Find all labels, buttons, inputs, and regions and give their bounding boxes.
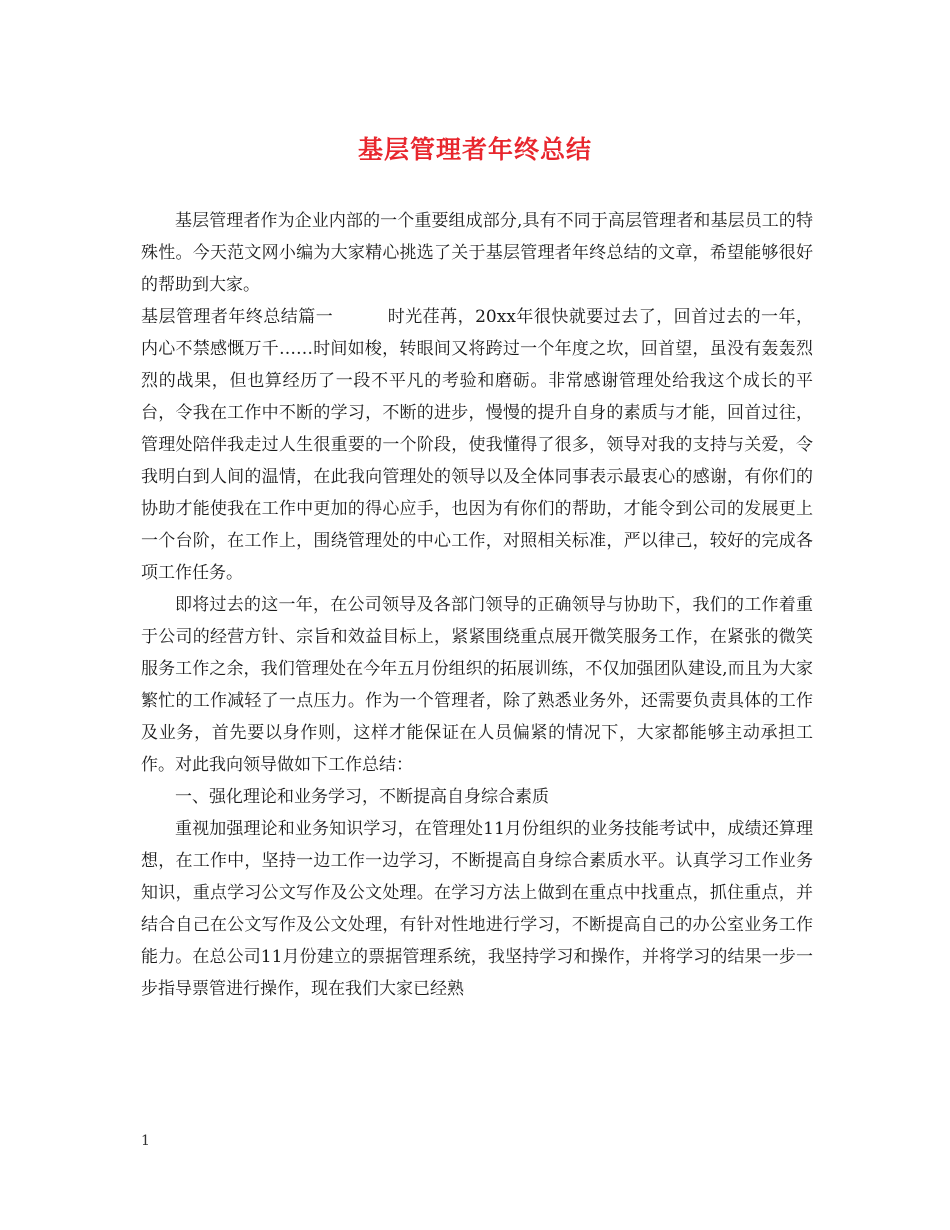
document-body <box>141 205 813 1005</box>
document-title: 基层管理者年终总结 <box>357 135 592 164</box>
section-paragraph <box>141 301 813 589</box>
subheading-1: 一、强化理论和业务学习，不断提高自身综合素质 <box>175 787 549 807</box>
paragraph-2: 即将过去的这一年，在公司领导及各部门领导的正确领导与协助下，我们的工作着重于公司的经营方针、宗旨和效益目标上，紧紧围绕重点展开微笑服务工作，在紧张的微笑服务工作之余，我们管理处在今年五月份组织的拓展训练，不仅加强团队建设,而且为大家繁忙的工作减轻了一点压力。作为一个管理者，除了熟悉业务外，还需要负责具体的工作及业务，首先要以身作则，这样才能保证在人员偏紧的情况下，大家都能够主动承担工作。对此我向领导做如下工作总结： <box>141 595 813 775</box>
intro-paragraph: 基层管理者作为企业内部的一个重要组成部分,具有不同于高层管理者和基层员工的特殊性。今天范文网小编为大家精心挑选了关于基层管理者年终总结的文章，希望能够很好的帮助到大家。 <box>141 211 813 295</box>
paragraph-1: 时光荏苒，20xx年很快就要过去了，回首过去的一年，内心不禁感慨万千……时间如梭，转眼间又将跨过一个年度之坎，回首望，虽没有轰轰烈烈的战果，但也算经历了一段不平凡的考验和磨砺。非常感谢管理处给我这个成长的平台，令我在工作中不断的学习，不断的进步，慢慢的提升自身的素质与才能，回首过往，管理处陪伴我走过人生很重要的一个阶段，使我懂得了很多，领导对我的支持与关爱，令我明白到人间的温情，在此我向管理处的领导以及全体同事表示最衷心的感谢，有你们的协助才能使我在工作中更加的得心应手，也因为有你们的帮助，才能令到公司的发展更上一个台阶，在工作上，围绕管理处的中心工作，对照相关标准，严以律己，较好的完成各项工作任务。 <box>141 307 814 583</box>
section-heading: 基层管理者年终总结篇一 <box>141 307 334 327</box>
page-number: 1 <box>141 1133 150 1149</box>
paragraph-3: 重视加强理论和业务知识学习，在管理处11月份组织的业务技能考试中，成绩还算理想，在工作中，坚持一边工作一边学习，不断提高自身综合素质水平。认真学习工作业务知识，重点学习公文写作及公文处理。在学习方法上做到在重点中找重点，抓住重点，并结合自己在公文写作及公文处理，有针对性地进行学习，不断提高自己的办公室业务工作能力。在总公司11月份建立的票据管理系统，我坚持学习和操作，并将学习的结果一步一步指导票管进行操作，现在我们大家已经熟 <box>141 819 813 999</box>
